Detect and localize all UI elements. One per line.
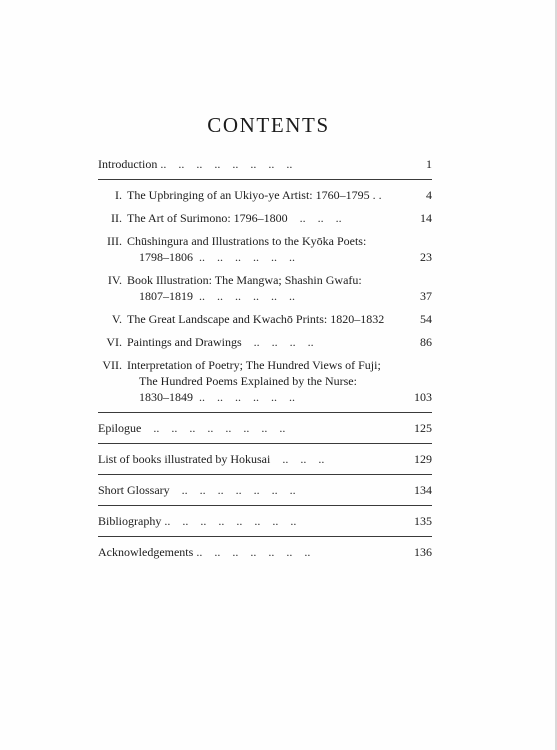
toc-page-number: 129: [414, 452, 432, 466]
toc-entry-title: Acknowledgements: [98, 545, 194, 559]
dot-leader: .. .. .. .. .. .. .. ..: [141, 421, 286, 435]
divider: [98, 536, 432, 537]
toc-entry-introduction[interactable]: [98, 156, 432, 179]
chapter-number: I.: [115, 188, 122, 202]
dot-leader: .. .. .. .. .. .. .. ..: [161, 514, 297, 528]
toc-page-number: 37: [420, 289, 432, 303]
toc-entry-title: Book Illustration: The Mangwa; Shashin Gwafu:: [127, 273, 362, 287]
toc-page-number: 134: [414, 483, 432, 497]
toc-entry-title: Chūshingura and Illustrations to the Kyōka Poets:: [127, 234, 367, 248]
divider: [98, 412, 432, 413]
toc-entry-title: Interpretation of Poetry; The Hundred Views of Fuji;: [127, 358, 381, 372]
toc-page-number: 4: [426, 188, 432, 202]
toc-entry-epilogue[interactable]: [98, 420, 432, 443]
chapter-number: III.: [107, 234, 122, 248]
toc-entry-body: [98, 513, 432, 529]
chapter-number: IV.: [107, 273, 122, 287]
toc-entry-title: List of books illustrated by Hokusai: [98, 452, 271, 466]
chapter-number: VI.: [106, 335, 122, 349]
divider: [98, 443, 432, 444]
toc-entry-title: The Upbringing of an Ukiyo-ye Artist: 1760–1795: [127, 188, 370, 202]
dot-leader: .. .. .. ..: [241, 335, 314, 349]
dot-leader: .. .. .. .. .. .. ..: [193, 545, 311, 559]
toc-entry-title-line3: 1830–1849: [139, 390, 193, 404]
dot-leader: .. .. .. .. .. .. .. ..: [157, 157, 293, 171]
toc-entry-body: [127, 311, 432, 327]
toc-page-number: 86: [420, 335, 432, 349]
toc-entry-chapter-4[interactable]: [98, 272, 432, 311]
chapter-number: V.: [111, 312, 122, 326]
toc-entry-body: [127, 357, 432, 405]
toc-entry-bibliography[interactable]: [98, 513, 432, 536]
dot-leader: .. .. .. .. .. ..: [193, 289, 295, 303]
divider: [98, 505, 432, 506]
toc-page-number: 125: [414, 421, 432, 435]
toc-entry-body: [98, 420, 432, 436]
toc-page-number: 54: [420, 312, 432, 326]
divider: [98, 179, 432, 180]
toc-entry-glossary[interactable]: [98, 482, 432, 505]
toc-entry-body: [127, 187, 432, 203]
dot-leader: .. .. .. .. .. ..: [193, 390, 295, 404]
toc-entry-chapter-1[interactable]: [98, 187, 432, 210]
toc-entry-title: Introduction: [98, 157, 158, 171]
toc-entry-title: The Great Landscape and Kwachō Prints: 1820–1832: [127, 312, 385, 326]
toc-entry-body: [98, 482, 432, 498]
dot-leader: .. .. ..: [270, 452, 325, 466]
dot-leader: .. .. .. .. .. ..: [193, 250, 295, 264]
toc-page-number: 23: [420, 250, 432, 264]
toc-entry-list-of-books[interactable]: [98, 451, 432, 474]
toc-entry-acknowledgements[interactable]: [98, 544, 432, 567]
toc-entry-body: [98, 544, 432, 560]
toc-entry-title: Bibliography: [98, 514, 162, 528]
dot-leader: .. .. .. .. .. .. ..: [169, 483, 296, 497]
dot-leader: .. .. ..: [287, 211, 342, 225]
toc-entry-title: Paintings and Drawings: [127, 335, 242, 349]
toc-entry-chapter-2[interactable]: [98, 210, 432, 233]
toc-entry-title-line2: 1807–1819: [139, 289, 193, 303]
page-title: CONTENTS: [207, 113, 330, 137]
toc-entry-title: The Art of Surimono: 1796–1800: [127, 211, 288, 225]
chapter-number: VII.: [102, 358, 122, 372]
toc-entry-chapter-3[interactable]: [98, 233, 432, 272]
toc-page-number: 14: [420, 211, 432, 225]
toc-entry-body: [127, 272, 432, 304]
toc-entry-title: Short Glossary: [98, 483, 170, 497]
toc-entry-body: [127, 334, 432, 350]
table-of-contents: [98, 156, 432, 567]
toc-entry-body: [98, 451, 432, 467]
toc-entry-chapter-6[interactable]: [98, 334, 432, 357]
toc-entry-title: Epilogue: [98, 421, 142, 435]
chapter-number: II.: [111, 211, 122, 225]
toc-page-number: 1: [426, 157, 432, 171]
toc-entry-title-line2: The Hundred Poems Explained by the Nurse:: [139, 374, 357, 388]
toc-entry-body: [98, 156, 432, 172]
toc-entry-body: [127, 210, 432, 226]
toc-page-number: 103: [414, 390, 432, 404]
toc-page-number: 135: [414, 514, 432, 528]
toc-entry-chapter-7[interactable]: [98, 357, 432, 412]
toc-entry-body: [127, 233, 432, 265]
divider: [98, 474, 432, 475]
toc-entry-chapter-5[interactable]: [98, 311, 432, 334]
dot-leader: . .: [369, 188, 382, 202]
toc-page-number: 136: [414, 545, 432, 559]
toc-entry-title-line2: 1798–1806: [139, 250, 193, 264]
